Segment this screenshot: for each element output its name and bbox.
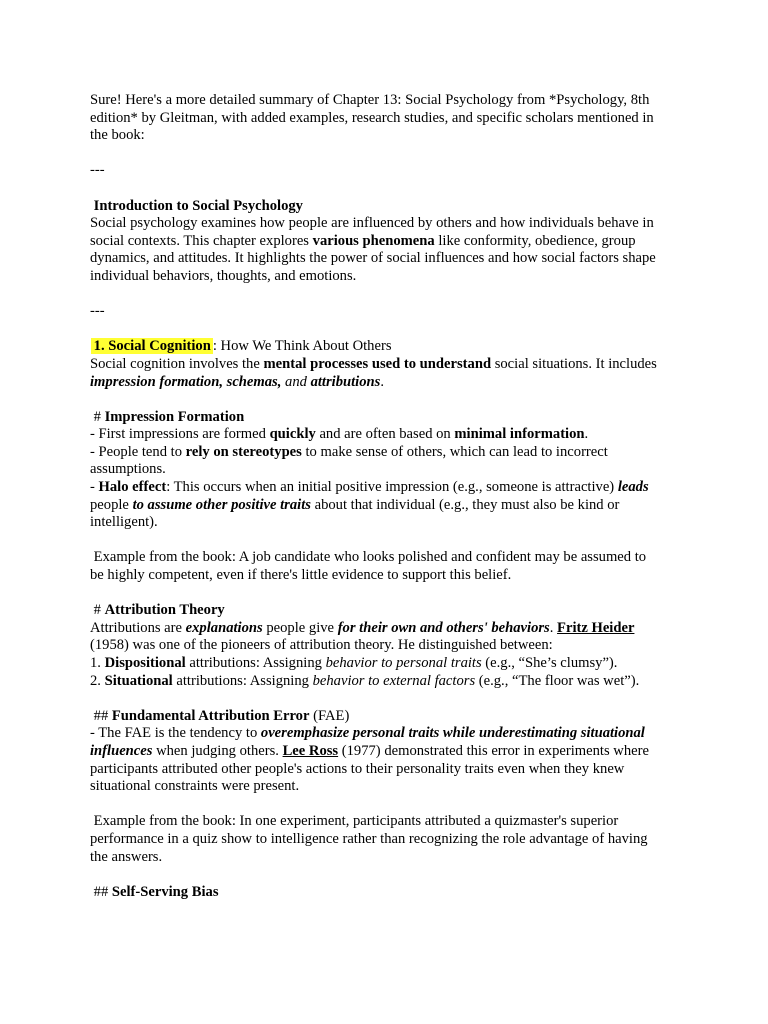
impression-bullet-3: - Halo effect: This occurs when an initial positive impression (e.g., someone is attractive) leads [90, 479, 649, 496]
attribution-line-1: Attributions are explanations people give for their own and others' behaviors. Fritz Heider [90, 619, 635, 636]
attribution-line-2: (1958) was one of the pioneers of attribution theory. He distinguished between: [90, 637, 553, 654]
social-cognition-line-2: impression formation, schemas, and attributions. [90, 373, 384, 390]
impression-bullet-2-cont: assumptions. [90, 461, 166, 478]
intro-line-2: edition* by Gleitman, with added examples, research studies, and specific scholars mentioned in [90, 109, 654, 126]
fae-line-1: - The FAE is the tendency to overemphasize personal traits while underestimating situational [90, 725, 645, 742]
subheading-self-serving-bias: ## Self-Serving Bias [90, 883, 219, 900]
subheading-impression-formation: # Impression Formation [90, 408, 245, 425]
intro-para-line-4: individual behaviors, thoughts, and emotions. [90, 267, 357, 284]
scholar-fritz-heider: Fritz Heider [557, 619, 635, 636]
impression-bullet-2: - People tend to rely on stereotypes to make sense of others, which can lead to incorrect [90, 443, 608, 460]
intro-para-line-3: dynamics, and attitudes. It highlights the power of social influences and how social factors shape [90, 250, 656, 267]
intro-para-line-2: social contexts. This chapter explores various phenomena like conformity, obedience, group [90, 232, 636, 249]
impression-example-line-1: Example from the book: A job candidate who looks polished and confident may be assumed to [90, 549, 647, 566]
subheading-fae: ## Fundamental Attribution Error (FAE) [90, 707, 350, 724]
attribution-numbered-1: 1. Dispositional attributions: Assigning behavior to personal traits (e.g., “She’s clumsy”). [90, 655, 618, 671]
fae-line-3: participants attributed other people's actions to their personality traits even when they knew [90, 760, 625, 777]
fae-example-line-2: performance in a quiz show to intelligence rather than recognizing the role advantage of having [90, 830, 648, 847]
fae-line-2: influences when judging others. Lee Ross (1977) demonstrated this error in experiments where [90, 742, 649, 759]
impression-bullet-3-end: intelligent). [90, 514, 158, 531]
highlighted-heading: 1. Social Cognition [91, 338, 213, 354]
section-heading-social-cognition: 1. Social Cognition : How We Think About Others [90, 338, 680, 356]
document-page [90, 92, 680, 901]
intro-para-line-1: Social psychology examines how people are influenced by others and how individuals behave in [90, 215, 654, 232]
fae-line-4: situational constraints were present. [90, 778, 300, 795]
scholar-lee-ross: Lee Ross [282, 742, 339, 759]
social-cognition-line-1: Social cognition involves the mental processes used to understand social situations. It includes [90, 355, 657, 372]
fae-example-line-1: Example from the book: In one experiment, participants attributed a quizmaster's superior [90, 813, 619, 830]
impression-bullet-1: - First impressions are formed quickly and are often based on minimal information. [90, 426, 589, 443]
intro-line-1: Sure! Here's a more detailed summary of Chapter 13: Social Psychology from *Psychology, 8th [90, 92, 650, 108]
fae-example-line-3: the answers. [90, 848, 163, 865]
impression-example-line-2: be highly competent, even if there's little evidence to support this belief. [90, 567, 512, 584]
attribution-numbered-2: 2. Situational attributions: Assigning behavior to external factors (e.g., “The floor was wet”). [90, 672, 640, 689]
separator: --- [90, 303, 105, 320]
intro-line-3: the book: [90, 127, 145, 144]
impression-bullet-3-cont: people to assume other positive traits about that individual (e.g., they must also be kind or [90, 496, 620, 513]
separator: --- [90, 162, 105, 179]
section-heading-intro: Introduction to Social Psychology [90, 197, 303, 214]
subheading-attribution-theory: # Attribution Theory [90, 602, 225, 619]
